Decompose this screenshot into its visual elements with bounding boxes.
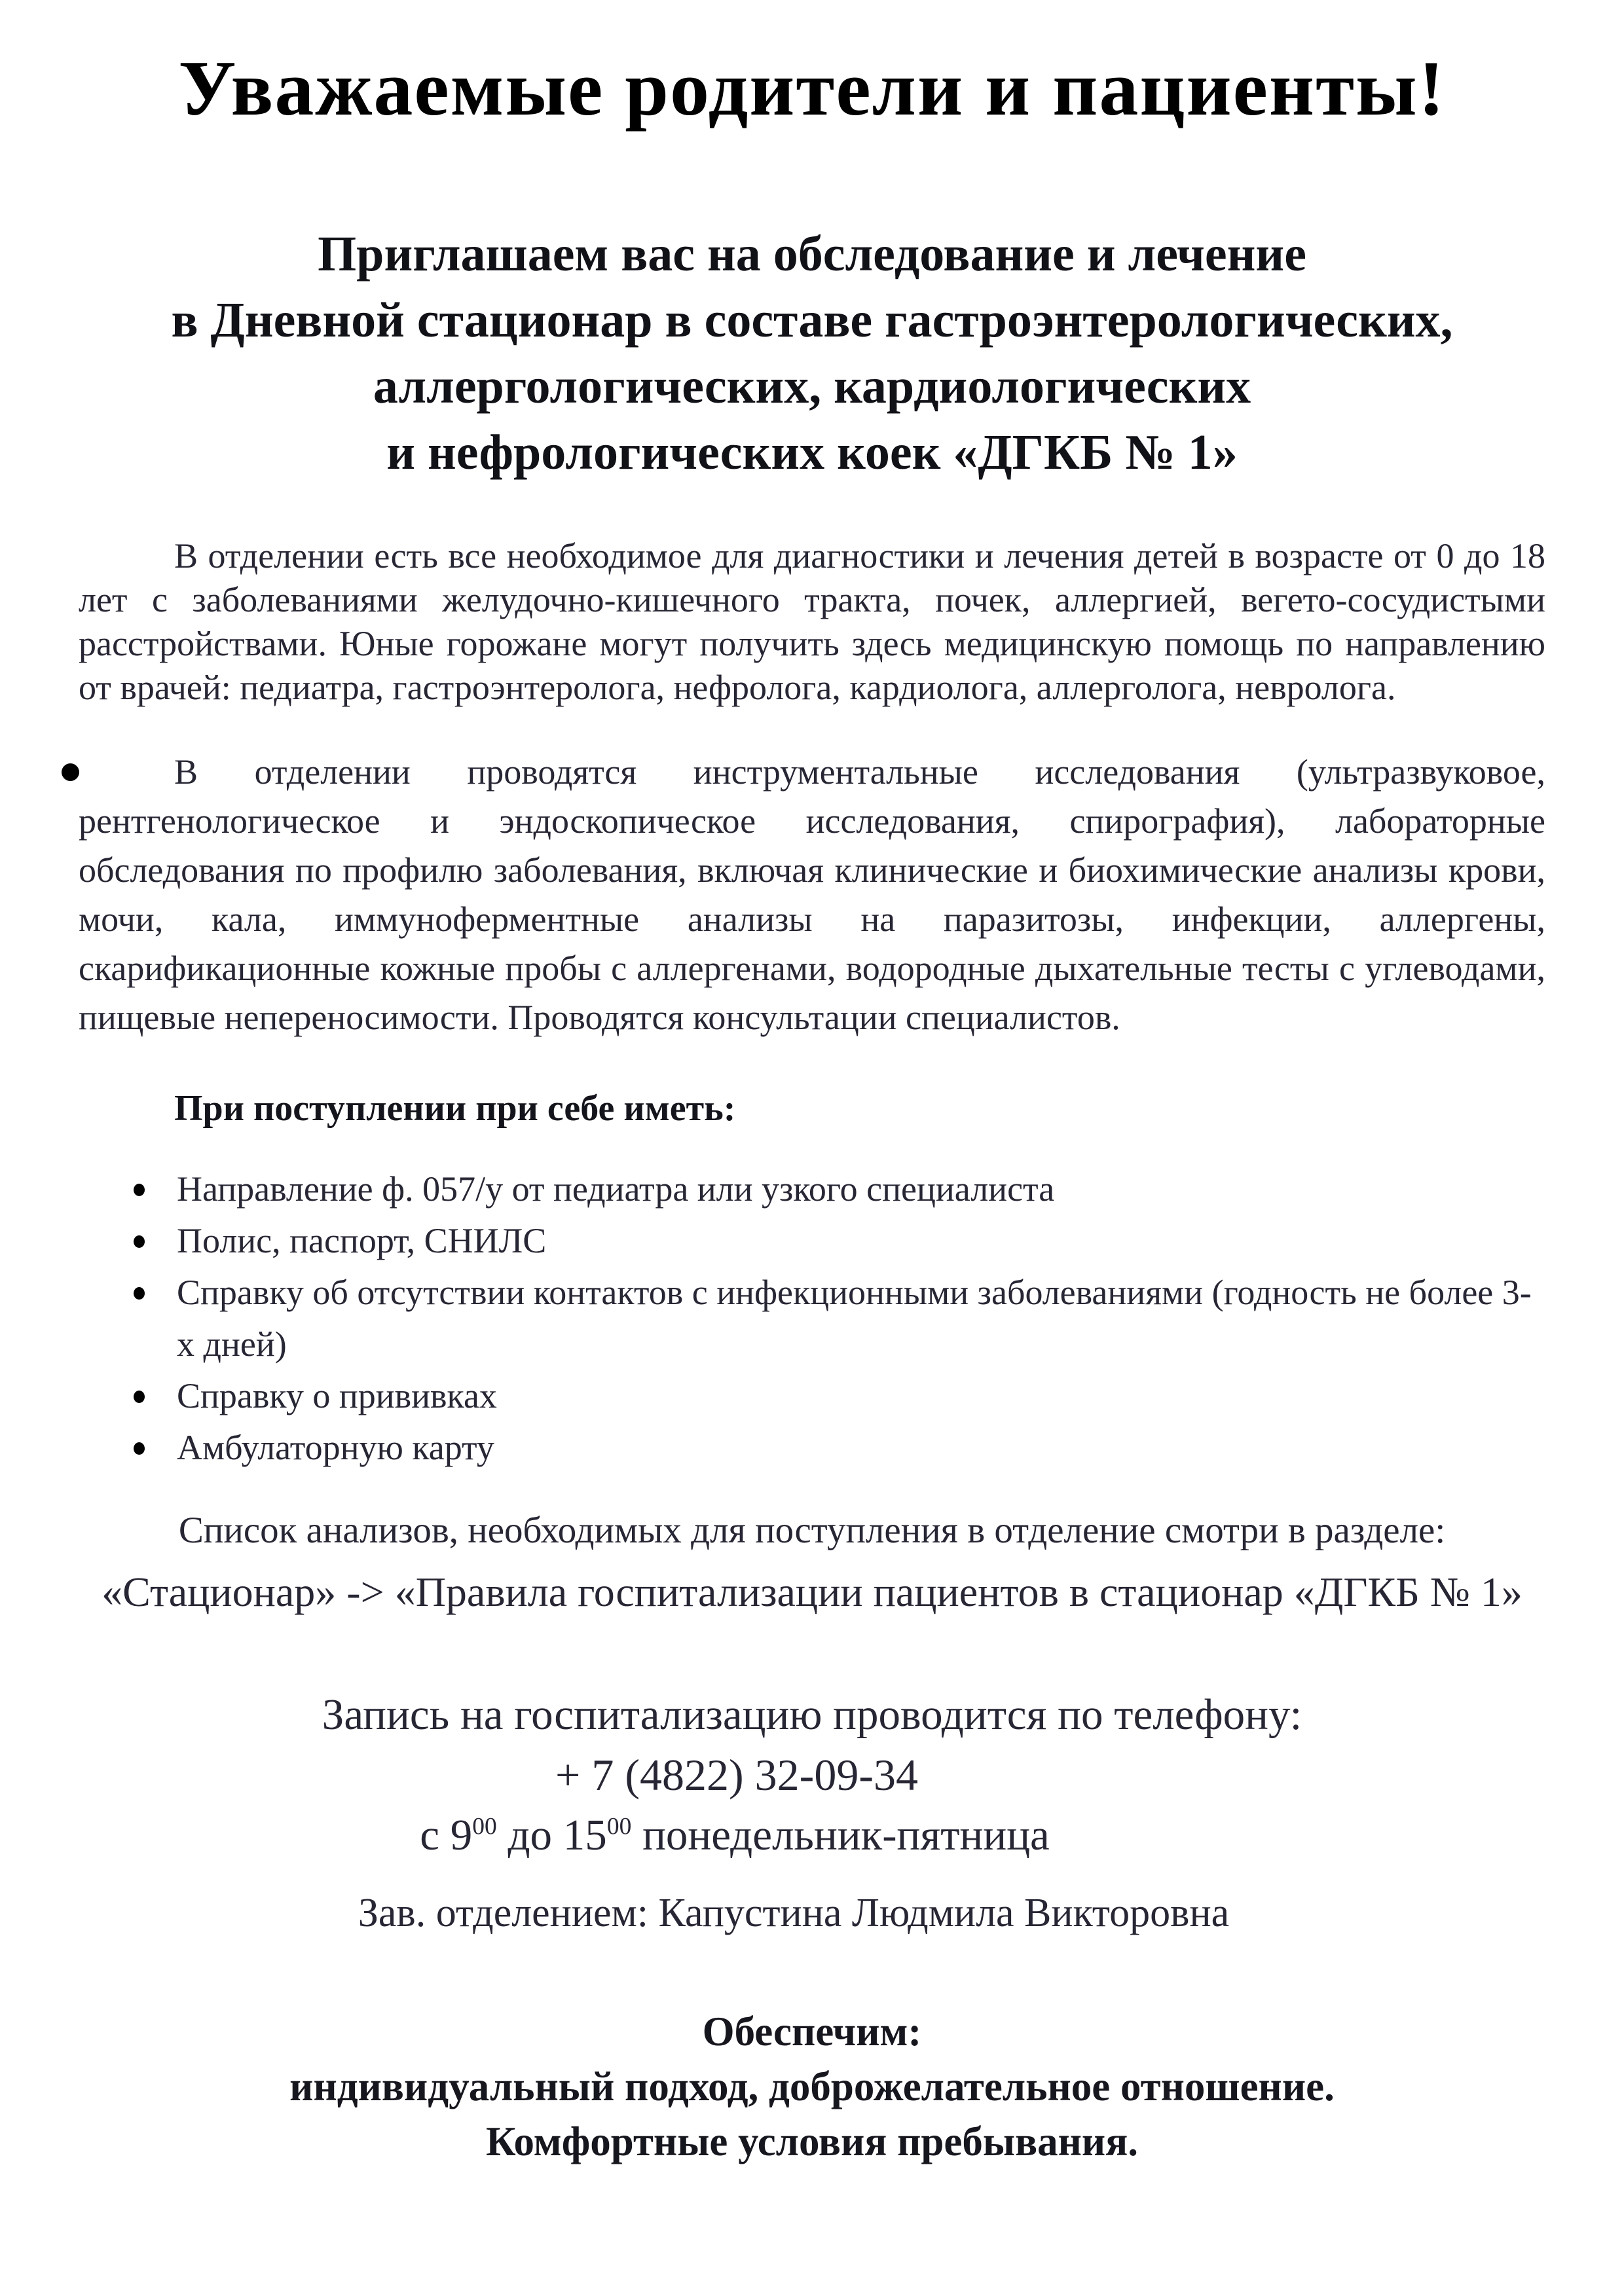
document-item-text: Направление ф. 057/у от педиатра или узкого специалиста (177, 1169, 1055, 1209)
intro-paragraph: В отделении есть все необходимое для диагностики и лечения детей в возрасте от 0 до 18 лет с заболеваниями желудочно-кишечного тракта, почек, аллергией, вегето-сосудистыми расстройствами. Юные горожане могут получить здесь медицинскую помощь по направлению от врачей: педиатра, гастроэнтеролога, нефролога, кардиолога, аллерголога, невролога. (79, 536, 1545, 707)
promise-line: Обеспечим: (702, 2009, 922, 2054)
document-item-text: Справку об отсутствии контактов с инфекционными заболеваниями (годность не более 3-х дней) (177, 1273, 1532, 1364)
sub-bullet-icon (134, 1235, 145, 1248)
document-item-text: Справку о прививках (177, 1376, 497, 1415)
subtitle-line: Приглашаем вас на обследование и лечение (318, 227, 1306, 282)
admission-heading-text: При поступлении при себе иметь: (174, 1088, 736, 1129)
appointment-intro: Запись на госпитализацию проводится по телефону: (322, 1690, 1302, 1739)
analyses-note (79, 1501, 1545, 1624)
sub-bullet-icon (134, 1287, 145, 1300)
document-item-text: Полис, паспорт, СНИЛС (177, 1221, 547, 1260)
hours-superscript: 00 (472, 1813, 497, 1840)
promise-block (79, 2004, 1545, 2169)
analyses-note-line: Список анализов, необходимых для поступления в отделение смотри в разделе: (178, 1510, 1446, 1551)
analyses-note-link-path: «Стационар» -> «Правила госпитализации пациентов в стационар «ДГКБ № 1» (101, 1569, 1522, 1615)
sub-bullet-icon (134, 1391, 145, 1403)
hours-superscript: 00 (606, 1813, 632, 1840)
services-bullet-text: В отделении проводятся инструментальные исследования (ультразвуковое, рентгенологическое и эндоскопическое исследования, спирография), лабораторные обследования по профилю заболевания, включая клинические и биохимические анализы крови, мочи, кала, иммуноферментные анализы на паразитозы, инфекции, аллергены, скарификационные кожные пробы с аллергенами, водородные дыхательные тесты с углеводами, пищевые непереносимости. Проводятся консультации специалистов. (79, 752, 1545, 1037)
document-item (79, 1215, 1545, 1267)
services-bullet-item (79, 748, 1545, 1042)
document-item (79, 1370, 1545, 1422)
appointment-block (79, 1685, 1545, 1865)
admission-heading-item (79, 1084, 1545, 1133)
hours-text: с 9 (420, 1811, 473, 1859)
document-item (79, 1163, 1545, 1215)
documents-list (79, 1163, 1545, 1474)
subtitle-line: аллергологических, кардиологических (373, 359, 1251, 414)
document-item (79, 1422, 1545, 1474)
subtitle-line: в Дневной стационар в составе гастроэнтерологических, (171, 293, 1453, 348)
document-item-text: Амбулаторную карту (177, 1428, 494, 1467)
page-title: Уважаемые родители и пациенты! (178, 45, 1446, 132)
hours-text: до 15 (496, 1811, 607, 1859)
bullet-icon (62, 763, 79, 781)
promise-line: Комфортные условия пребывания. (485, 2119, 1139, 2164)
promise-line: индивидуальный подход, доброжелательное отношение. (289, 2064, 1335, 2109)
subtitle-block (79, 221, 1545, 486)
document-item (79, 1267, 1545, 1370)
head-of-department: Зав. отделением: Капустина Людмила Викторовна (358, 1891, 1230, 1935)
sub-bullet-icon (134, 1442, 145, 1455)
hours-text: понедельник-пятница (631, 1811, 1050, 1859)
working-hours (1, 1805, 1468, 1865)
phone-number: + 7 (4822) 32-09-34 (555, 1750, 918, 1800)
subtitle-line: и нефрологических коек «ДГКБ № 1» (386, 425, 1238, 480)
sub-bullet-icon (134, 1184, 145, 1196)
